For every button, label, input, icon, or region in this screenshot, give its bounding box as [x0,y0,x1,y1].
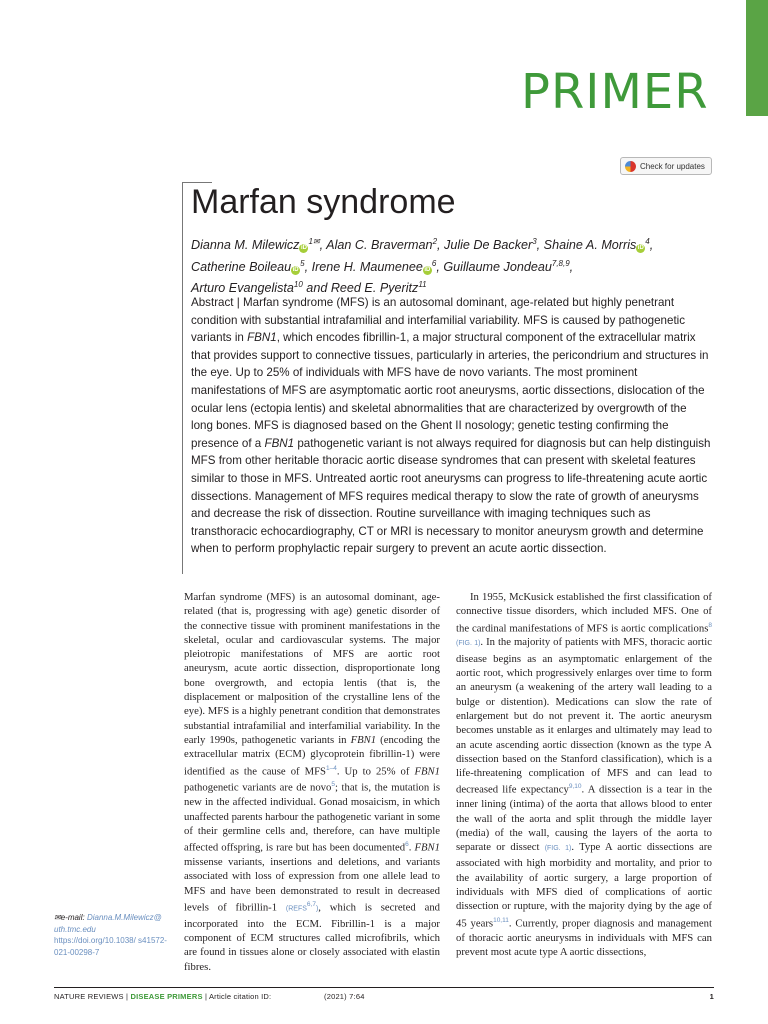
citation-label: | Article citation ID: [202,992,272,1001]
author-affiliation: 5 [300,258,305,268]
section-label: PRIMER [521,64,709,120]
author-affiliation: 10 [293,280,303,290]
body-text: . A dissection is a tear in the inner lining (intima) of the aorta that allows blood to enter the wall of the aorta and split through the middle layer (media) of the wall, causing the layers of the aorta to separate or dissect [456,783,712,854]
email-label: ✉e-mail: [54,913,87,922]
body-column-right [456,590,712,959]
page-footer [54,992,714,1001]
author-list: Dianna M. Milewicz $iD^{1✉}$, Alan C. Braverman$^2$, Julie De Backer$^3$, Shaine A. Morris $iD^4$, Catherine Boileau $iD^5$, Irene H. Maumenee $iD^6$, Guillaume Jondeau$^{7,8,9}$, Arturo Evangelista$^{10}$ and Reed E. Pyeritz$^{11}$ [191,237,654,296]
doi-link[interactable]: https://doi.org/10.1038/ s41572-021-00298-7 [54,936,167,957]
crossmark-icon [625,161,636,172]
orcid-icon[interactable]: iD [424,266,431,273]
gene-name: FBN1 [414,841,440,854]
reference-link[interactable]: 10,11 [493,916,509,924]
author-affiliation: 4 [645,237,650,246]
author-name[interactable]: Guillaume Jondeau [443,259,552,274]
reference-link[interactable]: 8 [708,621,712,629]
orcid-icon[interactable]: iD [637,245,644,252]
body-text: , which is secreted and incorporated into the ECM. Fibrillin-1 is a major component of ECM structures called microfibrils, which are found in tissues alone or closely associated with elastin fibres. [184,901,441,973]
author-name[interactable]: Reed E. Pyeritz [330,281,419,296]
correspondence-sidebar [54,912,174,958]
abstract-text: , which encodes fibrillin-1, a major structural component of the extracellular matrix that provides support to connective tissues, particularly in arteries, the pericondrium and structures in the eye. Up to 25% of individuals with MFS have de novo variants. The most prominent manifestations of MFS are asymptomatic aortic root aneurysms, aortic dissections, dislocation of the ocular lens (ectopia lentis) and skeletal abnormalities that are characterized by overgrowth of the long bones. MFS is diagnosed based on the Ghent II nosology; genetic testing confirming the presence of a [191,331,709,450]
author-name[interactable]: Catherine Boileau [191,259,292,274]
title-rule [182,182,183,574]
abstract [191,294,711,558]
check-for-updates-label: Check for updates [640,161,705,171]
body-text: In 1955, McKusick established the first classification of connective tissue disorders, which included MFS. One of the cardinal manifestations of MFS is aortic complications [456,591,712,635]
body-text: . Up to 25% of [336,765,415,778]
author-name[interactable]: Irene H. Maumenee [311,259,423,274]
author-name[interactable]: Julie De Backer [444,238,533,253]
author-name[interactable]: Shaine A. Morris [543,238,637,253]
author-name[interactable]: Dianna M. Milewicz [191,238,300,253]
reference-link[interactable]: 9,10 [568,783,582,791]
orcid-icon[interactable]: iD [292,266,299,273]
section-color-bar [746,0,768,116]
body-text: Marfan syndrome (MFS) is an autosomal dominant, age-related (that is, progressing with age) genetic disorder of the connective tissue with prominent manifestations in the skeletal, ocular and cardiovascular systems. The major pleiotropic manifestations of MFS are aortic root aneurysm, acute aortic dissection, disproportionate long bone overgrowth, and ectopia lentis (that is, the displacement or malposition of the crystalline lens of the eye). MFS is a highly penetrant condition that demonstrates substantial intrafamilial and interfamilial variability. In the early 1990s, pathogenetic variants in [184,591,440,746]
check-for-updates-button[interactable] [620,157,712,175]
author-affiliation: 2 [432,237,438,246]
gene-name: FBN1 [247,331,277,345]
figure-link[interactable]: (FIG. 1) [544,845,572,853]
reference-link[interactable]: 5 [331,781,335,789]
author-name[interactable]: Arturo Evangelista [191,281,294,296]
gene-name: FBN1 [414,765,440,778]
author-affiliation: 7,8,9 [551,258,570,268]
orcid-icon[interactable]: iD [300,245,307,252]
body-text: . [408,841,415,854]
email-icon[interactable]: ✉ [312,237,320,246]
page-number: 1 [709,992,714,1001]
author-name[interactable]: Alan C. Braverman [326,238,433,253]
reference-link[interactable]: 6 [405,841,409,849]
reference-link[interactable]: (REFS [285,905,307,913]
reference-link[interactable]: 1–4 [326,764,337,772]
body-text: missense variants, insertions and deletions, and variants associated with loss of expression from one allele lead to MFS and have been demonstrated to result in decreased levels of fibrillin-1 [184,856,440,914]
author-affiliation: 6 [431,258,437,268]
gene-name: FBN1 [350,733,377,746]
email-link[interactable]: Dianna.M.Milewicz@ uth.tmc.edu [54,913,162,934]
gene-name: FBN1 [264,436,295,450]
footer-rule [54,987,714,988]
body-text: ; that is, the mutation is new in the affected individual. Gonad mosaicism, in which unaffected parents harbour the pathogenetic variant in some of their germline cells and, therefore, can have multiple affected offspring, is rare but has been documented [184,781,440,854]
reference-link[interactable]: 6,7 [306,900,316,908]
author-affiliation: 3 [532,237,537,246]
body-text: . Type A aortic dissections are associated with high morbidity and mortality, and prior to the availability of aortic surgery, a large proportion of individuals with MFS died of complications of aortic dissection or rupture, with the majority dying by the age of 45 years [456,841,712,930]
journal-section: DISEASE PRIMERS [130,992,203,1001]
article-title: Marfan syndrome [191,183,456,221]
journal-name: NATURE REVIEWS | [54,992,131,1001]
body-text: (encoding the extracellular matrix (ECM) glycoprotein fibrillin-1) were identified as the cause of MFS [184,733,441,778]
body-text: pathogenetic variants are de novo [184,781,332,794]
abstract-text: pathogenetic variant is not always required for diagnosis but can help distinguish MFS from other heritable thoracic aortic disease syndromes that can present with skeletal features similar to those in MFS. Untreated aortic root aneurysms can progress to life-threatening acute aortic dissections. Management of MFS requires medical therapy to slow the rate of growth of aneurysms and decrease the risk of dissection. Routine surveillance with imaging techniques such as transthoracic echocardiography, CT or MRI is necessary to monitor aneurysm growth and determine when to perform prophylactic repair surgery to prevent an acute aortic dissection. [191,436,711,556]
figure-link[interactable]: (FIG. 1) [456,640,481,648]
citation-year: (2021) 7:64 [324,992,365,1001]
author-affiliation: 11 [418,280,427,290]
author-affiliation: 1 [308,237,313,246]
body-text: . Currently, proper diagnosis and management of thoracic aortic aneurysms in individuals with MFS can prevent most acute type A aortic dissections, [456,917,712,958]
body-text: . In the majority of patients with MFS, thoracic aortic disease begins as an asymptomatic enlargement of the aortic root, which progressively enlarges over time to form an aneurysm (a weakening of the artery wall leading to a bulge or distention). Medications can slow the rate of enlargement but do not prevent it. The aortic aneurysm becomes unstable as it enlarges and ultimately may lead to an acute ascending aortic dissection (known as the type A dissection based on the Stanford classification), which is a life-threatening complication of MFS and can lead to decreased life expectancy [456,636,712,796]
abstract-label: Abstract | [191,296,243,309]
abstract-text: Marfan syndrome (MFS) is an autosomal dominant, age-related but highly penetrant condition with substantial intrafamilial and interfamilial variability. MFS is caused by pathogenetic variants in [191,296,686,345]
reference-link[interactable]: ) [315,905,319,913]
body-column-left [184,590,440,974]
